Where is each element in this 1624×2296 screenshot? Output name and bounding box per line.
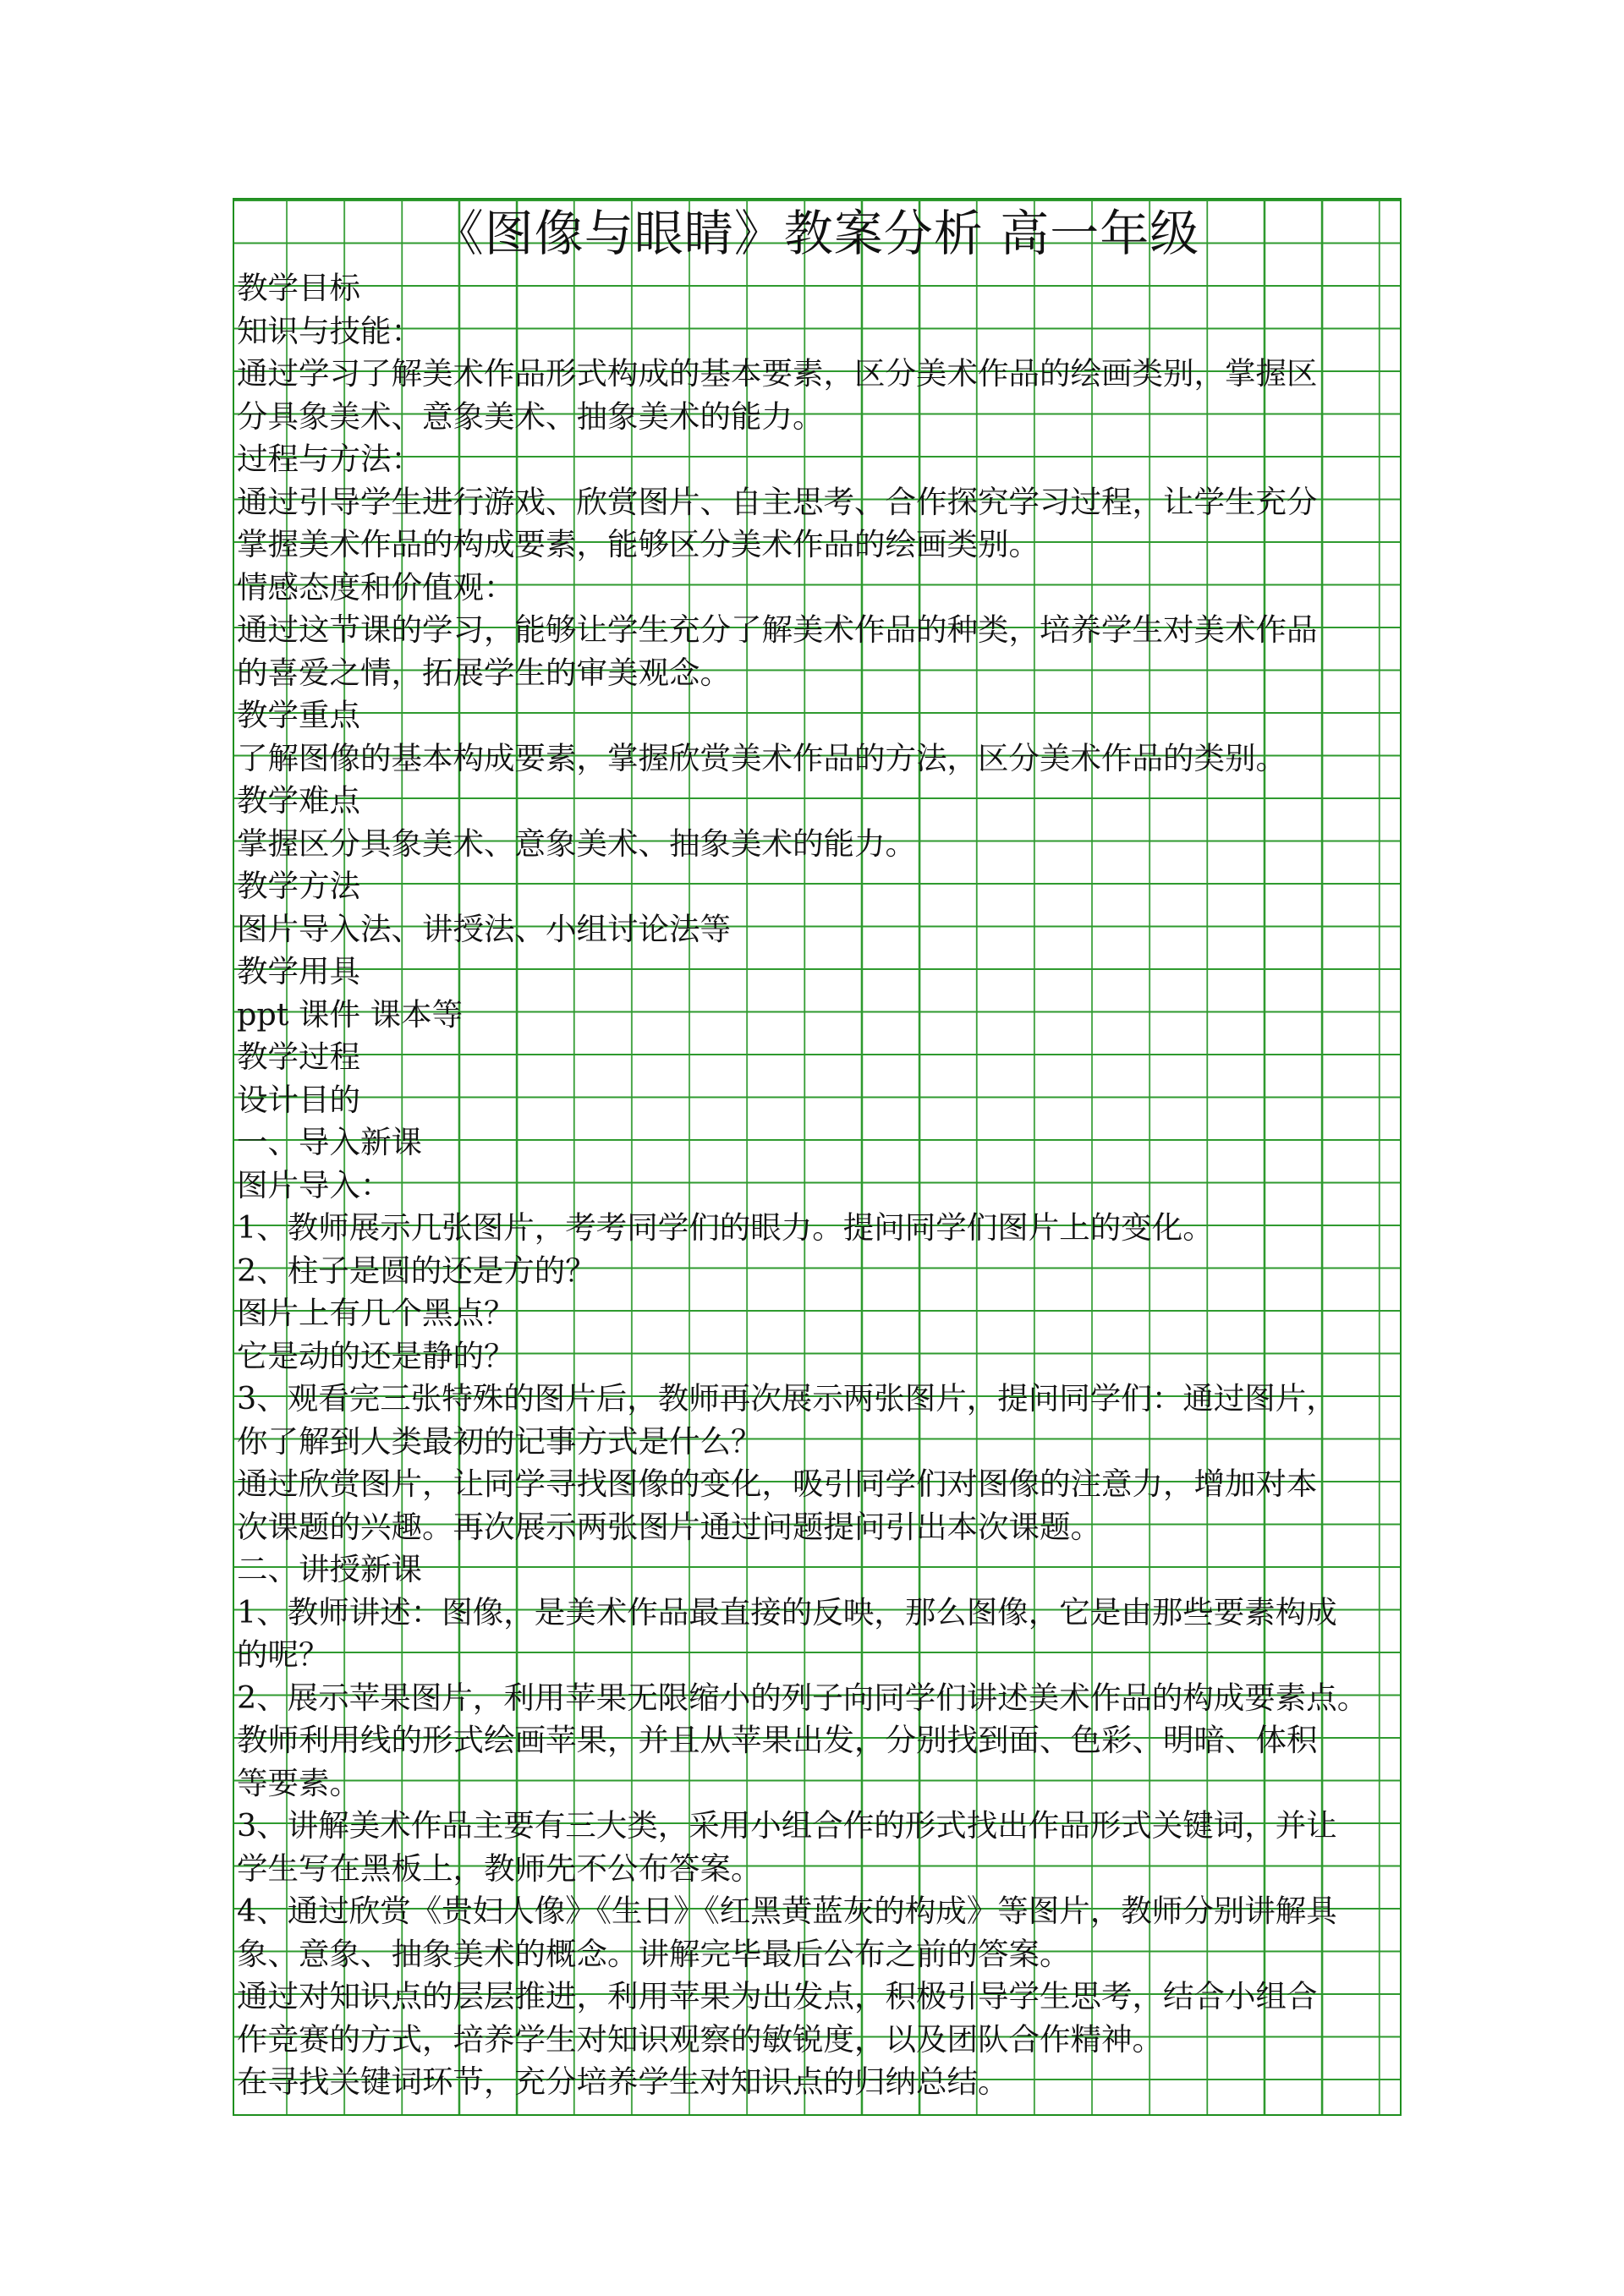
text-line: 象、意象、抽象美术的概念。讲解完毕最后公布之前的答案。 [237, 1935, 1071, 1972]
document-body [237, 267, 1401, 2104]
text-line: 掌握区分具象美术、意象美术、抽象美术的能力。 [237, 825, 916, 862]
text-line: 2、展示苹果图片，利用苹果无限缩小的列子向同学们讲述美术作品的构成要素点。 [237, 1679, 1369, 1716]
text-line: 教师利用线的形式绘画苹果，并且从苹果出发，分别找到面、色彩、明暗、体积 [237, 1722, 1318, 1758]
text-line: 1、教师展示几张图片，考考同学们的眼力。提问同学们图片上的变化。 [237, 1209, 1214, 1246]
text-line: 3、讲解美术作品主要有三大类，采用小组合作的形式找出作品形式关键词，并让 [237, 1807, 1337, 1844]
text-line: 它是动的还是静的？ [237, 1337, 515, 1374]
text-line: 掌握美术作品的构成要素，能够区分美术作品的绘画类别。 [237, 526, 1040, 562]
text-line: 教学方法 [237, 868, 360, 904]
text-line: 知识与技能： [237, 312, 422, 349]
text-line: 二、讲授新课 [237, 1551, 422, 1587]
page-title: 《图像与眼睛》教案分析 高一年级 [434, 205, 1200, 262]
text-line: 作竞赛的方式，培养学生对知识观察的敏锐度，以及团队合作精神。 [237, 2020, 1163, 2058]
text-line: 情感态度和价值观： [237, 568, 515, 606]
text-line: 3、观看完三张特殊的图片后，教师再次展示两张图片，提问同学们：通过图片， [237, 1380, 1337, 1417]
text-line: 等要素。 [237, 1764, 360, 1801]
text-line: 图片导入： [237, 1166, 392, 1203]
text-line: 教学重点 [237, 697, 360, 733]
text-line: 2、柱子是圆的还是方的？ [237, 1252, 596, 1289]
text-line: 你了解到人类最初的记事方式是什么？ [237, 1422, 762, 1460]
text-line: 次课题的兴趣。再次展示两张图片通过问题提问引出本次课题。 [237, 1508, 1101, 1545]
text-line: 通过欣赏图片，让同学寻找图像的变化，吸引同学们对图像的注意力，增加对本 [237, 1466, 1318, 1502]
text-line: 学生写在黑板上，教师先不公布答案。 [237, 1849, 762, 1887]
text-line: 教学用具 [237, 953, 360, 989]
text-line: 通过对知识点的层层推进，利用苹果为出发点，积极引导学生思考，结合小组合 [237, 1978, 1318, 2014]
text-line: 的呢？ [237, 1636, 330, 1673]
text-line: 通过引导学生进行游戏、欣赏图片、自主思考、合作探究学习过程，让学生充分 [237, 483, 1318, 520]
grid-paper [233, 198, 1402, 2116]
text-line: 图片导入法、讲授法、小组讨论法等 [237, 910, 731, 947]
text-line: 通过学习了解美术作品形式构成的基本要素，区分美术作品的绘画类别，掌握区 [237, 355, 1318, 392]
text-line: ppt 课件 课本等 [237, 995, 464, 1033]
text-line: 教学目标 [237, 270, 360, 306]
text-line: 图片上有几个黑点？ [237, 1295, 515, 1331]
text-line: 通过这节课的学习，能够让学生充分了解美术作品的种类，培养学生对美术作品 [237, 611, 1318, 648]
text-line: 教学过程 [237, 1038, 360, 1075]
text-line: 教学难点 [237, 782, 360, 819]
text-line: 设计目的 [237, 1081, 360, 1118]
text-line: 过程与方法： [237, 441, 422, 477]
text-line: 分具象美术、意象美术、抽象美术的能力。 [237, 397, 824, 435]
text-line: 在寻找关键词环节，充分培养学生对知识点的归纳总结。 [237, 2063, 1009, 2100]
text-line: 一、导入新课 [237, 1124, 422, 1160]
text-line: 了解图像的基本构成要素，掌握欣赏美术作品的方法，区分美术作品的类别。 [237, 739, 1287, 776]
text-line: 1、教师讲述：图像，是美术作品最直接的反映，那么图像，它是由那些要素构成 [237, 1593, 1337, 1630]
text-line: 4、通过欣赏《贵妇人像》《生日》《红黑黄蓝灰的构成》等图片，教师分别讲解具 [237, 1893, 1337, 1929]
text-line: 的喜爱之情，拓展学生的审美观念。 [237, 654, 731, 691]
